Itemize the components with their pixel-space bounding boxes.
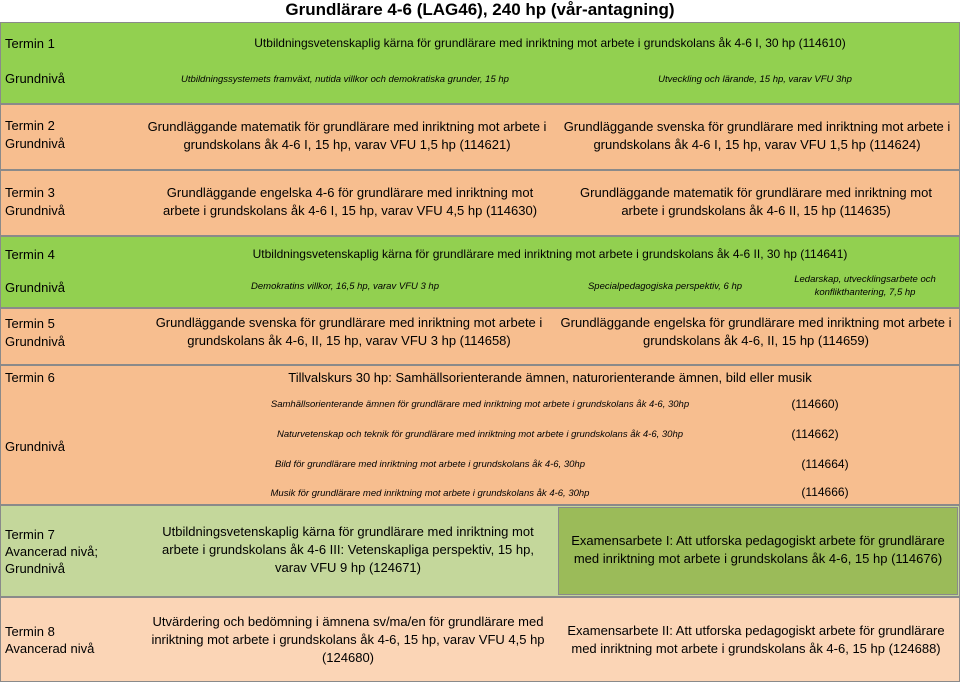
- termin-3-course-2: Grundläggande matematik för grundlärare med inriktning mot arbete i grundskolans åk 4-6 II, 15 hp (114635): [580, 185, 932, 218]
- termin-8-label: Termin 8: [5, 624, 55, 639]
- termin-6-option-4: Musik för grundlärare med inriktning mot arbete i grundskolans åk 4-6, 30hp: [270, 487, 590, 499]
- termin-3-course-1: Grundläggande engelska 4-6 för grundlärare med inriktning mot arbete i grundskolans åk 4-6 I, 15 hp, varav VFU 4,5 hp (114630): [162, 185, 538, 218]
- termin-7-course-2: Examensarbete I: Att utforska pedagogiskt arbete för grundlärare med inriktning mot arbete i grundskolans åk 4-6, 15 hp (114676): [571, 533, 945, 566]
- termin-4-label: Termin 4: [5, 247, 55, 262]
- page-title: Grundlärare 4-6 (LAG46), 240 hp (vår-antagning): [285, 0, 675, 19]
- termin-1-sub1: Utbildningssystemets framväxt, nutida villkor och demokratiska grunder, 15 hp: [181, 73, 509, 85]
- termin-1-course: Utbildningsvetenskaplig kärna för grundlärare med inriktning mot arbete i grundskolans åk 4-6 I, 30 hp (114610): [254, 36, 846, 50]
- termin-2-course-1: Grundläggande matematik för grundlärare med inriktning mot arbete i grundskolans åk 4-6 I, 15 hp, varav VFU 1,5 hp (114621): [147, 119, 547, 152]
- termin-6-option-3: Bild för grundlärare med inriktning mot arbete i grundskolans åk 4-6, 30hp: [275, 458, 585, 470]
- termin-6-option-2-code: (114662): [791, 427, 839, 441]
- termin-7-level-1: Avancerad nivå;: [5, 544, 98, 559]
- termin-6-option-1-code: (114660): [791, 397, 839, 411]
- termin-4-sub2: Specialpedagogiska perspektiv, 6 hp: [587, 280, 743, 292]
- termin-2-course-2: Grundläggande svenska för grundlärare med inriktning mot arbete i grundskolans åk 4-6 I, 15 hp, varav VFU 1,5 hp (114624): [563, 119, 951, 152]
- termin-7-level-2: Grundnivå: [5, 561, 65, 576]
- termin-2-level: Grundnivå: [5, 136, 65, 151]
- termin-1-level: Grundnivå: [5, 71, 65, 86]
- termin-1-sub2: Utveckling och lärande, 15 hp, varav VFU 3hp: [658, 73, 852, 85]
- termin-3-level: Grundnivå: [5, 203, 65, 218]
- termin-6-option-2: Naturvetenskap och teknik för grundlärare med inriktning mot arbete i grundskolans åk 4-6, 30hp: [276, 428, 684, 440]
- termin-5-level: Grundnivå: [5, 334, 65, 349]
- termin-6-label: Termin 6: [5, 370, 55, 385]
- termin-8-course-2: Examensarbete II: Att utforska pedagogiskt arbete för grundlärare med inriktning mot arbete i grundskolans åk 4-6, 15 hp (124688): [567, 623, 945, 656]
- termin-1-label: Termin 1: [5, 36, 55, 51]
- termin-4-level: Grundnivå: [5, 280, 65, 295]
- termin-6-option-1: Samhällsorienterande ämnen för grundlärare med inriktning mot arbete i grundskolans åk 4-6, 30hp: [270, 398, 690, 410]
- termin-6-elective: Tillvalskurs 30 hp: Samhällsorienterande ämnen, naturorienterande ämnen, bild eller musik: [288, 370, 812, 385]
- termin-2-label: Termin 2: [5, 118, 55, 133]
- termin-7-label: Termin 7: [5, 527, 55, 542]
- termin-4-sub1: Demokratins villkor, 16,5 hp, varav VFU 3 hp: [251, 280, 439, 292]
- termin-5-course-2: Grundläggande engelska för grundlärare med inriktning mot arbete i grundskolans åk 4-6, II, 15 hp (114659): [560, 315, 952, 348]
- termin-3-label: Termin 3: [5, 185, 55, 200]
- termin-5-label: Termin 5: [5, 316, 55, 331]
- termin-7-course-1: Utbildningsvetenskaplig kärna för grundlärare med inriktning mot arbete i grundskolans åk 4-6 III: Vetenskapliga perspektiv, 15 hp, varav VFU 9 hp (124671): [162, 524, 534, 575]
- termin-4-course: Utbildningsvetenskaplig kärna för grundlärare med inriktning mot arbete i grundskolans åk 4-6 II, 30 hp (114641): [252, 247, 848, 261]
- termin-4-sub3: Ledarskap, utvecklingsarbete och konflikthantering, 7,5 hp: [794, 274, 936, 298]
- termin-6-option-3-code: (114664): [801, 457, 849, 471]
- termin-6-option-4-code: (114666): [801, 485, 849, 499]
- termin-5-course-1: Grundläggande svenska för grundlärare med inriktning mot arbete i grundskolans åk 4-6, II, 15 hp, varav VFU 3 hp (114658): [155, 315, 543, 348]
- termin-8-level: Avancerad nivå: [5, 641, 95, 656]
- termin-6-level: Grundnivå: [5, 439, 65, 454]
- termin-8-course-1: Utvärdering och bedömning i ämnena sv/ma/en för grundlärare med inriktning mot arbete i grundskolans åk 4-6, 15 hp, varav VFU 4,5 hp (124680): [151, 614, 545, 665]
